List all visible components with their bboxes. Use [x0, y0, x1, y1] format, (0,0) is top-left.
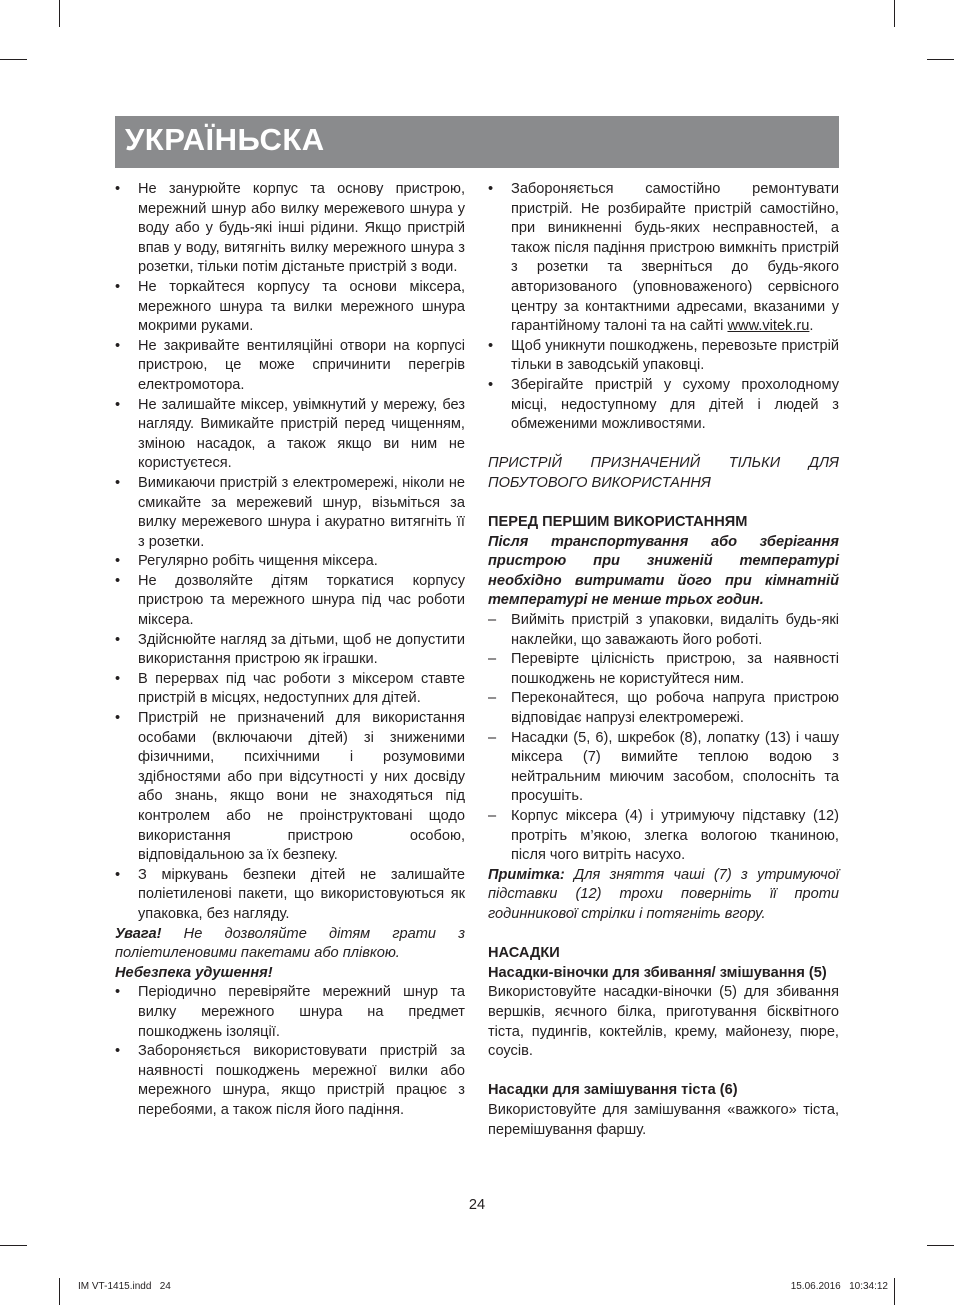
- warning-text: Не дозволяйте дітям грати з поліетиленовими пакетами або плівкою.: [115, 925, 465, 962]
- website-link[interactable]: www.vitek.ru: [727, 318, 810, 335]
- list-item: • Забороняється використовувати пристрій за наявності пошкоджень мережної вилки або мережного шнура, якщо пристрій працює з перебоями, а також після його падіння.: [115, 1042, 465, 1120]
- list-item: – Корпус міксера (4) і утримуючу підставку (12) протріть м’якою, злегка вологою тканиною, після чого витріть насухо.: [488, 807, 839, 866]
- left-column: [115, 180, 465, 1121]
- note-paragraph: [488, 866, 839, 925]
- section-heading: НАСАДКИ: [488, 945, 560, 962]
- section-heading: ПЕРЕД ПЕРШИМ ВИКОРИСТАННЯМ: [488, 514, 748, 531]
- household-note: ПРИСТРІЙ ПРИЗНАЧЕНИЙ ТІЛЬКИ ДЛЯ ПОБУТОВОГО ВИКОРИСТАННЯ: [488, 455, 839, 491]
- list-item: • Не дозволяйте дітям торкатися корпусу пристрою та мережного шнура під час роботи міксера.: [115, 572, 465, 631]
- list-item: – Перевірте цілісність пристрою, за наявності пошкоджень не користуйтеся ним.: [488, 650, 839, 689]
- list-item-text: Забороняється самостійно ремонтувати пристрій. Не розбирайте пристрій самостійно, при виникненні будь-яких несправностей, а також після падіння пристрою вимкніть пристрій з розетки та зверніться до будь-якого авторизованого (уповноваженого) сервісного центру за контактними адресами, вказаними у гарантійному талоні та на сайті: [511, 181, 839, 335]
- list-item: • В перервах під час роботи з міксером ставте пристрій в місцях, недоступних для дітей.: [115, 670, 465, 709]
- note-label: Примітка:: [488, 866, 565, 883]
- list-item: • Не закривайте вентиляційні отвори на корпусі пристрою, це може спричинити перегрів електромотора.: [115, 337, 465, 396]
- list-item: • Зберігайте пристрій у сухому прохолодному місці, недоступному для дітей і людей з обмеженими можливостями.: [488, 376, 839, 435]
- crop-mark: [0, 1245, 27, 1246]
- right-column: [488, 180, 839, 1140]
- page-number: 24: [468, 1197, 486, 1213]
- list-item: • Щоб уникнути пошкоджень, перевозьте пристрій тільки в заводській упаковці.: [488, 337, 839, 376]
- list-item-end: .: [809, 318, 814, 335]
- list-item: – Переконайтеся, що робоча напруга пристрою відповідає напрузі електромережі.: [488, 689, 839, 728]
- crop-mark: [59, 0, 60, 27]
- list-item: • Періодично перевіряйте мережний шнур та вилку мережного шнура на предмет пошкоджень ізоляції.: [115, 983, 465, 1042]
- crop-mark: [59, 1278, 60, 1305]
- body-paragraph: Використовуйте насадки-віночки (5) для збивання вершків, яєчного білка, приготування бісквітного тіста, пудингів, коктейлів, крему, майонезу, пюре, соусів.: [488, 984, 839, 1060]
- subsection-heading: Насадки-віночки для збивання/ змішування (5): [488, 964, 827, 981]
- list-item: • Не залишайте міксер, увімкнутий у мережу, без нагляду. Вимикайте пристрій перед чищенням, зміною насадок, а також якщо ви ним не користуєтеся.: [115, 396, 465, 474]
- crop-mark: [894, 0, 895, 27]
- cord-safety-list: [115, 983, 465, 1120]
- spacer: [488, 494, 839, 514]
- list-item: • З міркувань безпеки дітей не залишайте поліетиленові пакети, що використовуються як упаковка, без нагляду.: [115, 866, 465, 925]
- transport-warning: Після транспортування або зберігання пристрою при зниженій температурі необхідно витримати його при кімнатній температурі не менше трьох годин.: [488, 533, 839, 609]
- list-item: [488, 180, 839, 337]
- list-item: • Не занурюйте корпус та основу пристрою, мережний шнур або вилку мережевого шнура у воду або у будь-які інші рідини. Якщо пристрій впав у воду, витягніть вилку мережного шнура з розетки, тільки потім дістаньте пристрій з води.: [115, 180, 465, 278]
- crop-mark: [927, 59, 954, 60]
- warning-label: Увага!: [115, 925, 162, 942]
- list-item: – Вийміть пристрій з упаковки, видаліть будь-які наклейки, що заважають його роботі.: [488, 611, 839, 650]
- list-item: • Вимикаючи пристрій з електромережі, ніколи не смикайте за мережевий шнур, візьміться за вилку мережевого шнура і акуратно витягніть її з розетки.: [115, 474, 465, 552]
- list-item: • Не торкайтеся корпусу та основи міксера, мережного шнура та вилки мережного шнура мокрими руками.: [115, 278, 465, 337]
- safety-list: [115, 180, 465, 925]
- language-banner: [115, 116, 839, 168]
- crop-mark: [927, 1245, 954, 1246]
- crop-mark: [0, 59, 27, 60]
- warning-paragraph: [115, 925, 465, 964]
- footer-datetime: 15.06.2016 10:34:12: [790, 1281, 888, 1292]
- crop-mark: [894, 1278, 895, 1305]
- safety-list-continued: [488, 180, 839, 435]
- subsection-heading: Насадки для замішування тіста (6): [488, 1082, 738, 1099]
- footer-file: IM VT-1415.indd 24: [78, 1281, 171, 1292]
- spacer: [488, 1062, 839, 1082]
- body-paragraph: Використовуйте для замішування «важкого» тіста, перемішування фаршу.: [488, 1101, 839, 1138]
- page-title: УКРАЇНЬСКА: [125, 122, 325, 157]
- list-item: • Регулярно робіть чищення міксера.: [115, 552, 465, 572]
- list-item: • Пристрій не призначений для використання особами (включаючи дітей) зі зниженими фізичними, психічними і розумовими здібностями або при відсутності у них досвіду або знань, якщо вони не знаходяться під контролем або не проінструктовані щодо використання пристрою особою, відповідальною за їх безпеку.: [115, 709, 465, 866]
- spacer: [488, 435, 839, 455]
- first-use-steps: [488, 611, 839, 866]
- list-item: – Насадки (5, 6), шкребок (8), лопатку (13) і чашу міксера (7) вимийте теплою водою з нейтральним миючим засобом, сполосніть та просушіть.: [488, 729, 839, 807]
- list-item: • Здійснюйте нагляд за дітьми, щоб не допустити використання пристрою як іграшки.: [115, 631, 465, 670]
- note-text: Для зняття чаші (7) з утримуючої підставки (12) трохи поверніть її проти годинникової стрілки і потягніть вгору.: [488, 866, 839, 922]
- spacer: [488, 925, 839, 945]
- danger-label: Небезпека удушення!: [115, 964, 273, 981]
